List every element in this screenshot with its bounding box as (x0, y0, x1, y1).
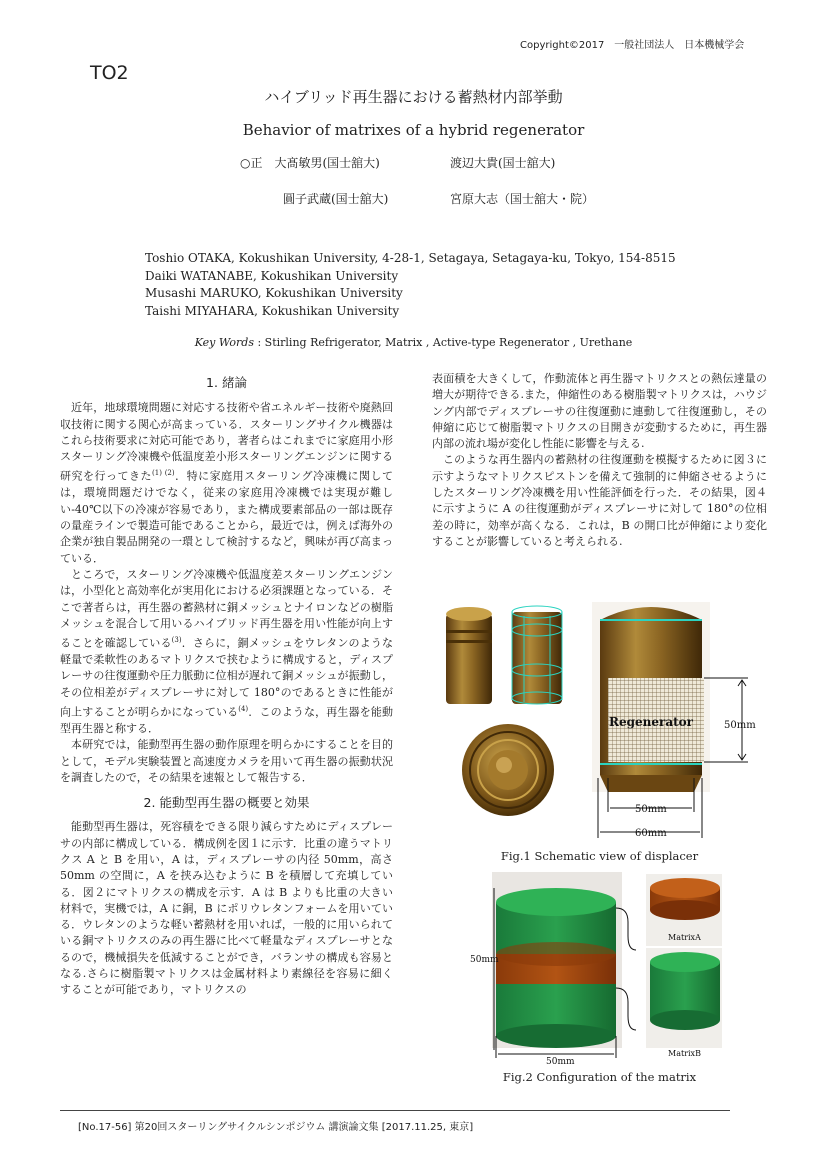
matrix-a-label: MatrixA (668, 933, 701, 942)
paragraph: 能動型再生器は，死容積をできる限り減らすためにディスプレーサの内部に構成している．構成例を図１に示す．比重の違うマトリクス A と B を用い，A は，ディスプレーサの内径 50mm，高さ 50mm の空間に，A を挟み込むように B を積層して充填している．図２にマトリクスの構成を示す．A は B よりも比重の大きい材料で，実機では，A に銅，B にポリウレタンフォームを用いている．ウレタンのような軽い蓄熱材を用いれば，一般的に用いられている銅マトリクスのみの再生器に比べて軽量なディスプレーサとなるので，機械損失を低減することができ，バランサの構成も容易となる.さらに樹脂製マトリクスは金属材料より素線径を容易に細くすることが可能であり，マトリクスの (60, 820, 393, 997)
matrix-b-illustration (646, 948, 722, 1048)
keywords (0, 336, 827, 349)
matrix-configuration-illustration (432, 870, 772, 1068)
displacer-top-view (458, 720, 558, 820)
title-japanese: ハイブリッド再生器における蓄熱材内部挙動 (264, 88, 563, 106)
figure-2-caption: Fig.2 Configuration of the matrix (502, 1070, 697, 1084)
footer-citation: [No.17-56] 第20回スターリングサイクルシンポジウム 講演論文集 [2017.11.25, 東京] (78, 1122, 474, 1133)
author-3: 圓子武蔵(国士舘大) (283, 192, 389, 206)
figure-1 (432, 600, 772, 850)
affiliation-line: Daiki WATANABE, Kokushikan University (145, 268, 399, 283)
author-2: 渡辺大貴(国士舘大) (450, 156, 556, 170)
displacer-solid-view (438, 602, 500, 708)
paragraph (60, 400, 393, 567)
figure-2 (432, 870, 772, 1068)
affiliation-line: Taishi MIYAHARA, Kokushikan University (145, 303, 400, 318)
right-column (432, 371, 767, 550)
title-english: Behavior of matrixes of a hybrid regenerator (242, 121, 585, 139)
height-dimension-label: 50mm (724, 720, 756, 731)
section-1-heading: 1. 緒論 (206, 375, 247, 390)
author-1: ○正 大髙敏男(国士舘大) (240, 156, 380, 170)
regenerator-label: Regenerator (609, 715, 693, 729)
outer-width-label: 60mm (635, 828, 667, 839)
matrix-stack (496, 888, 616, 1048)
citation: (4) (238, 704, 249, 713)
paper-code: TO2 (90, 62, 129, 84)
displacer-section-view (592, 602, 710, 792)
footer-divider (60, 1110, 730, 1111)
affiliation-line: Toshio OTAKA, Kokushikan University, 4-28-1, Setagaya, Setagaya-ku, Tokyo, 154-8515 (145, 251, 676, 265)
keywords-label: Key Words (194, 336, 254, 349)
affiliations (145, 250, 676, 320)
keywords-text: : Stirling Refrigerator, Matrix , Active-type Regenerator , Urethane (253, 336, 633, 349)
paragraph-text: ところで，スターリング冷凍機や低温度差スターリングエンジンは，小型化と高効率化が実用化における必須課題となっている．そこで著者らは，再生器の蓄熱材に銅メッシュとナイロンなどの樹脂メッシュを混合して用いるハイブリッド再生器を用い性能が向上することを確認している (60, 567, 393, 650)
displacer-wireframe-view (506, 602, 568, 708)
paragraph-text: ．特に家庭用スターリング冷凍機に関しては，環境問題だけでなく，従来の家庭用冷凍機では実現が難しい-40℃以下の冷凍が容易であり，また構成要素部品の一部は既存の量産ラインで製造可能であることから，最近では，例えば海外の企業が独自製品開発の一環として検討するなど，興味が再び高まっている． (60, 470, 393, 565)
section-2-heading: 2. 能動型再生器の概要と効果 (143, 795, 310, 811)
paragraph-text: ．このような，再生器を能動型再生器と称する． (60, 705, 393, 735)
paragraph (60, 567, 393, 737)
citation: (3) (171, 636, 182, 645)
matrix-height-label: 50mm (470, 955, 499, 965)
paragraph-text: 近年，地球環境問題に対応する技術や省エネルギー技術や廃熱回収技術に関する関心が高まっている．スターリングサイクル機器はこれら技術要求に対応可能であり，著者らはこれまでに家庭用小形スターリング冷凍機や低温度差小形スターリングエンジンに関する研究を行ってきた (60, 401, 393, 484)
matrix-b-label: MatrixB (668, 1049, 701, 1058)
paragraph-text: ．さらに，銅メッシュをウレタンのような軽量で柔軟性のあるマトリクスで挟むように構成すると，ディスプレーサの往復運動や圧力脈動に位相が遅れて銅メッシュが振動し，その位相差がディスプレーサに対して 180°のであるときに性能が向上することが明らかになっている (60, 636, 394, 719)
left-column (60, 375, 393, 999)
copyright-notice: Copyright©2017 一般社団法人 日本機械学会 (520, 40, 745, 51)
citation: (1) (2) (152, 469, 175, 478)
figure-1-caption: Fig.1 Schematic view of displacer (500, 849, 699, 863)
matrix-width-label: 50mm (546, 1057, 575, 1067)
inner-width-label: 50mm (635, 804, 667, 815)
paragraph: 本研究では，能動型再生器の動作原理を明らかにすることを目的として，モデル実験装置と高速度カメラを用いて再生器の振動状況を調査したので，その結果を速報として報告する． (60, 738, 393, 784)
displacer-illustration (432, 600, 772, 850)
affiliation-line: Musashi MARUKO, Kokushikan University (145, 286, 403, 300)
paragraph: このような再生器内の蓄熱材の往復運動を模擬するために図３に示すようなマトリクスピストンを備えて強制的に伸縮させるようにしたスターリング冷凍機を用い性能評価を行った．その結果，図４に示すように A の往復運動がディスプレーサに対して 180°の位相差の時に，効率が高くなる．これは，B の開口比が伸縮により変化することが影響していると考えられる. (432, 453, 767, 548)
paragraph: 表面積を大きくして，作動流体と再生器マトリクスとの熱伝達量の増大が期待できる.また，伸縮性のある樹脂製マトリクスは，ハウジング内部でディスプレーサの往復運動に連動して往復運動し，その伸縮に応じて樹脂製マトリクスの目開きが変動するために，再生器内部の流れ場が変化し性能に影響を与える. (432, 372, 767, 451)
author-4: 宮原大志（国士舘大・院） (450, 192, 595, 206)
